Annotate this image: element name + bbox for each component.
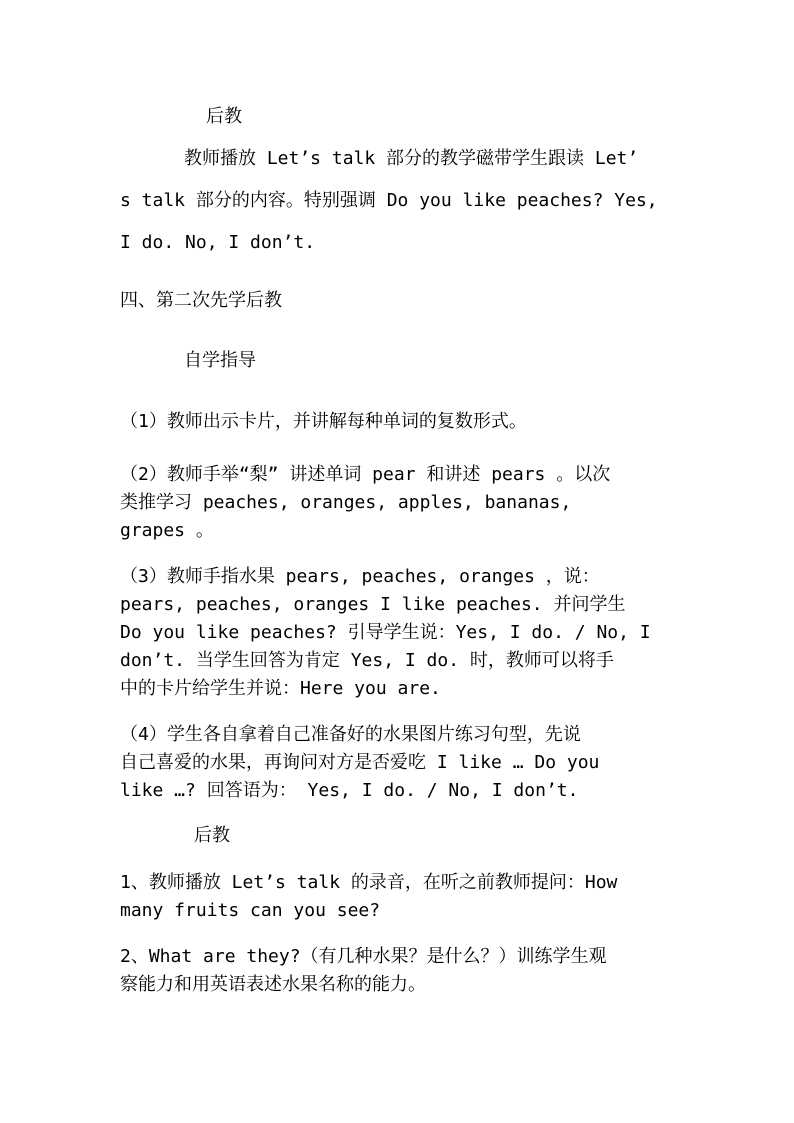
item-1: （1）教师出示卡片，并讲解每种单词的复数形式。 (120, 411, 527, 432)
item-2-line-2: 类推学习 peaches, oranges, apples, bananas, (120, 492, 572, 513)
item-3-line-4: don’t. 当学生回答为肯定 Yes, I do. 时，教师可以将手 (120, 650, 614, 671)
point-2-line-2: 察能力和用英语表述水果名称的能力。 (120, 974, 426, 995)
point-1-line-2: many fruits can you see? (120, 900, 381, 921)
intro-paragraph-line-2: s talk 部分的内容。特别强调 Do you like peaches? Yes, (120, 190, 658, 211)
self-study-subheading: 自学指导 (184, 350, 256, 371)
item-3-line-5: 中的卡片给学生并说：Here you are. (120, 678, 441, 699)
section-four-heading: 四、第二次先学后教 (120, 290, 282, 311)
intro-paragraph-line-3: I do. No, I don’t. (120, 232, 316, 253)
after-teaching-heading: 后教 (194, 825, 230, 846)
item-3-line-1: （3）教师手指水果 pears, peaches, oranges ，说： (120, 566, 600, 587)
point-2-line-1: 2、What are they?（有几种水果？是什么？）训练学生观 (120, 946, 607, 967)
item-4-line-2: 自己喜爱的水果，再询问对方是否爱吃 I like … Do you (120, 752, 600, 773)
intro-paragraph-line-1: 教师播放 Let’s talk 部分的教学磁带学生跟读 Let’ (184, 148, 639, 169)
item-2-line-3: grapes 。 (120, 520, 214, 541)
item-4-line-3: like …? 回答语为： Yes, I do. / No, I don’t. (120, 780, 579, 801)
item-2-line-1: （2）教师手举“梨” 讲述单词 pear 和讲述 pears 。以次 (120, 464, 611, 485)
item-4-line-1: （4）学生各自拿着自己准备好的水果图片练习句型，先说 (120, 724, 581, 745)
item-3-line-2: pears, peaches, oranges I like peaches. 并问学生 (120, 594, 626, 615)
item-3-line-3: Do you like peaches? 引导学生说：Yes, I do. / No, I (120, 622, 651, 643)
intro-heading: 后教 (206, 106, 242, 127)
point-1-line-1: 1、教师播放 Let’s talk 的录音，在听之前教师提问：How (120, 872, 618, 893)
